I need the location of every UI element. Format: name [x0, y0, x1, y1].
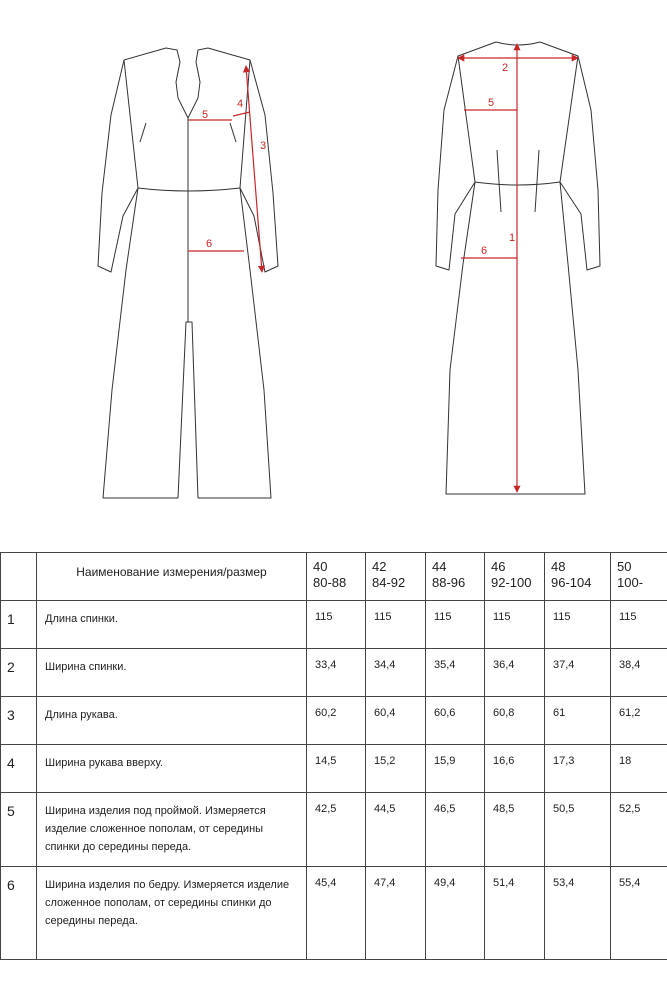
front-neckline	[166, 48, 208, 118]
table-row: 5 Ширина изделия под проймой. Измеряется изделие сложенное пополам, от середины спинки до середины переда. 42,5 44,5 46,5 48,5 50,5 52,5	[1, 793, 667, 867]
header-name-cell: Наименование измерения/размер	[37, 553, 307, 601]
measure-label-6-back: 6	[481, 245, 488, 257]
header-size-40: 40 80-88	[307, 553, 366, 601]
measure-label-4: 4	[237, 98, 244, 110]
header-size-50: 50 100-	[611, 553, 667, 601]
back-dress-outline	[436, 42, 600, 494]
measure-label-6-front: 6	[206, 238, 213, 250]
table-row: 1 Длина спинки. 115 115 115 115 115 115	[1, 601, 667, 649]
measure-label-2: 2	[502, 62, 509, 74]
table-header-row	[1, 553, 667, 601]
header-size-44: 44 88-96	[426, 553, 485, 601]
size-table	[0, 552, 667, 960]
measure-label-1: 1	[509, 232, 516, 244]
measure-label-3: 3	[260, 140, 267, 152]
header-size-48: 48 96-104	[545, 553, 611, 601]
header-num-cell	[1, 553, 37, 601]
table-row: 6 Ширина изделия по бедру. Измеряется изделие сложенное пополам, от середины спинки до середины переда. 45,4 47,4 49,4 51,4 53,4 55,4	[1, 867, 667, 960]
front-waist-seam	[138, 188, 240, 191]
measure-label-5-back: 5	[488, 97, 495, 109]
measure-label-5-front: 5	[202, 109, 209, 121]
table-row: 3 Длина рукава. 60,2 60,4 60,6 60,8 61 61,2	[1, 697, 667, 745]
table-row: 4 Ширина рукава вверху. 14,5 15,2 15,9 16,6 17,3 18	[1, 745, 667, 793]
back-view-sketch	[436, 42, 600, 494]
back-neckline	[496, 42, 540, 45]
table-row: 2 Ширина спинки. 33,4 34,4 35,4 36,4 37,4 38,4	[1, 649, 667, 697]
front-view-sketch	[98, 48, 278, 498]
measure-line-4	[233, 112, 250, 116]
header-size-46: 46 92-100	[485, 553, 545, 601]
header-size-42: 42 84-92	[366, 553, 426, 601]
